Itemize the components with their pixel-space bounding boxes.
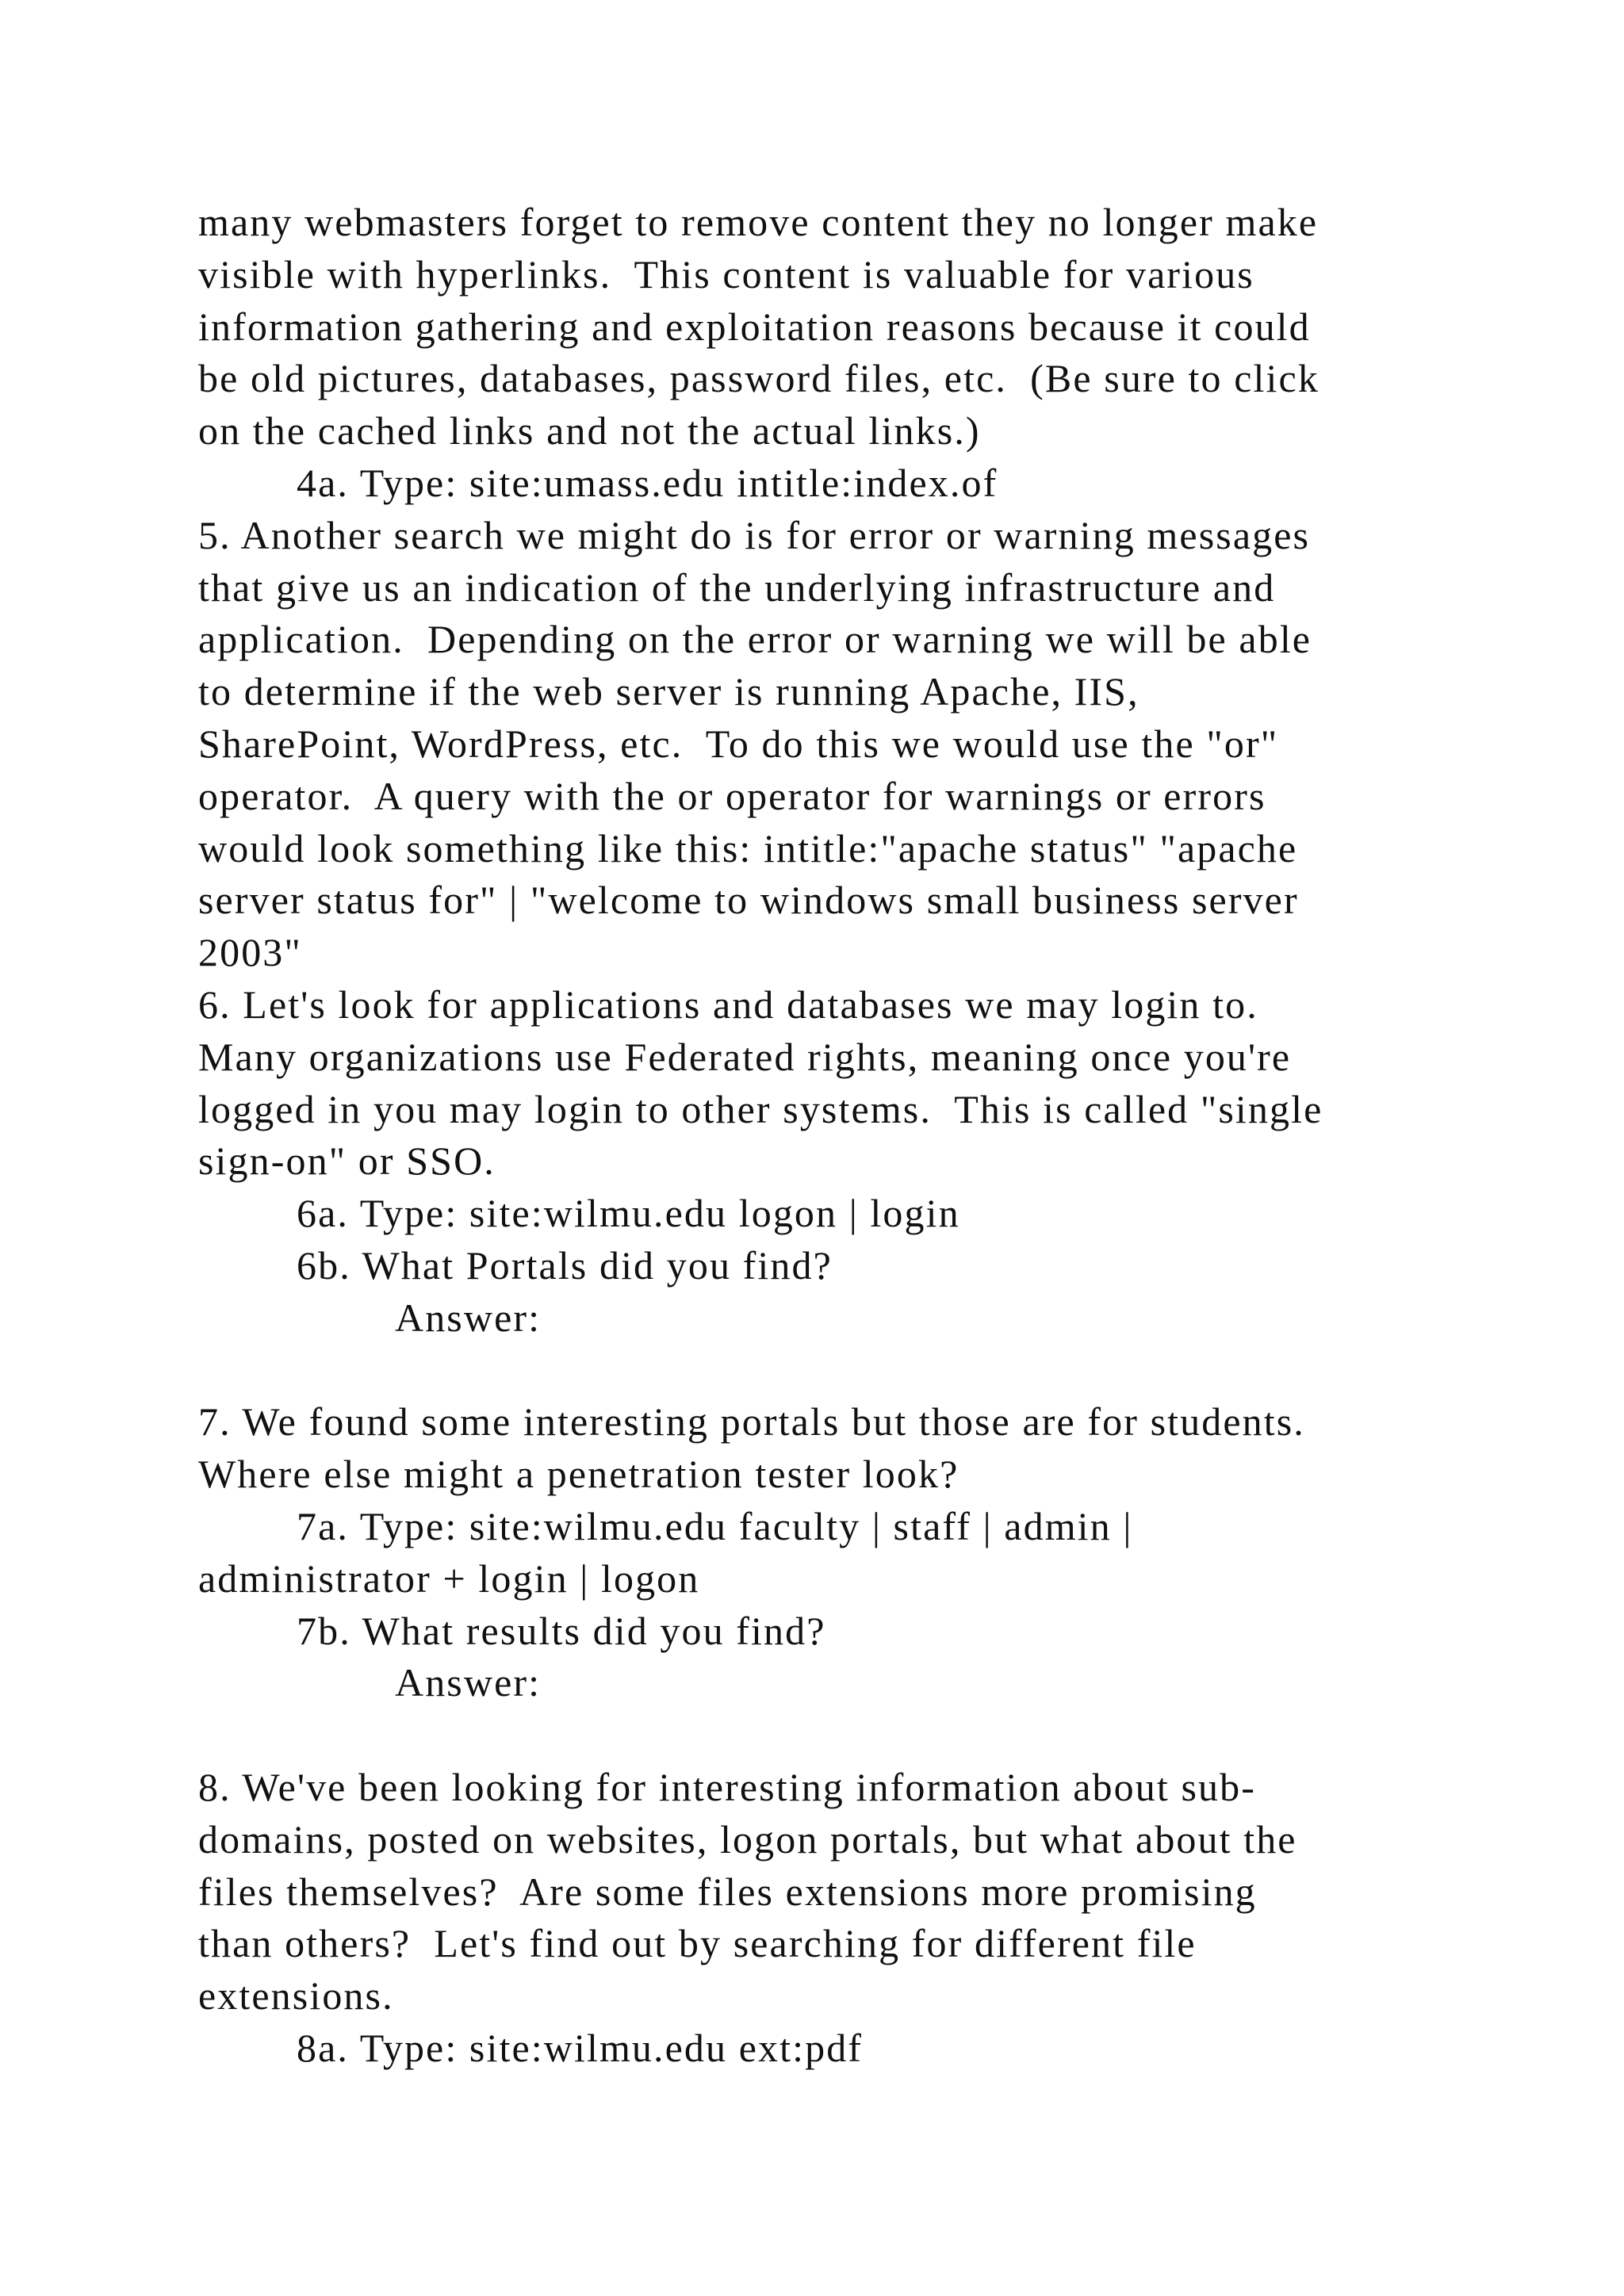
step-6-line: 6. Let's look for applications and databases we may login to.	[198, 982, 1258, 1027]
step-7a-line: 7a. Type: site:wilmu.edu faculty | staff | admin |	[297, 1503, 1133, 1548]
document-body	[198, 197, 1562, 2075]
text-line: would look something like this: intitle:"apache status" "apache	[198, 825, 1298, 871]
blank-line	[198, 1345, 1562, 1397]
text-line: be old pictures, databases, password files, etc. (Be sure to click	[198, 356, 1320, 401]
text-line: Where else might a penetration tester look?	[198, 1452, 959, 1497]
blank-line	[198, 1709, 1562, 1762]
text-line: 2003"	[198, 930, 302, 975]
text-line: operator. A query with the or operator for warnings or errors	[198, 773, 1266, 818]
text-line: many webmasters forget to remove content they no longer make	[198, 200, 1319, 244]
text-line: that give us an indication of the underlying infrastructure and	[198, 564, 1276, 610]
text-line: to determine if the web server is running Apache, IIS,	[198, 669, 1139, 714]
step-5-line: 5. Another search we might do is for error or warning messages	[198, 512, 1311, 557]
text-line: application. Depending on the error or warning we will be able	[198, 617, 1312, 662]
text-line: extensions.	[198, 1973, 394, 2019]
answer-label: Answer:	[395, 1660, 542, 1705]
step-7-line: 7. We found some interesting portals but those are for students.	[198, 1399, 1305, 1445]
text-line: visible with hyperlinks. This content is valuable for various	[198, 251, 1254, 297]
text-line: on the cached links and not the actual links.)	[198, 408, 981, 453]
step-8a-line: 8a. Type: site:wilmu.edu ext:pdf	[297, 2025, 864, 2070]
text-line: domains, posted on websites, logon portals, but what about the	[198, 1816, 1297, 1862]
text-line: files themselves? Are some files extensions more promising	[198, 1869, 1257, 1914]
text-line: SharePoint, WordPress, etc. To do this we would use the "or"	[198, 721, 1279, 766]
step-7b-line: 7b. What results did you find?	[297, 1608, 826, 1653]
answer-label: Answer:	[395, 1295, 542, 1340]
text-line: than others? Let's find out by searching for different file	[198, 1921, 1197, 1966]
step-8-line: 8. We've been looking for interesting information about sub-	[198, 1764, 1256, 1809]
text-line: Many organizations use Federated rights, meaning once you're	[198, 1034, 1292, 1079]
text-line: server status for" | "welcome to windows small business server	[198, 878, 1299, 923]
text-line: logged in you may login to other systems. This is called "single	[198, 1086, 1323, 1131]
step-4a-line: 4a. Type: site:umass.edu intitle:index.of	[297, 460, 998, 505]
text-line: information gathering and exploitation reasons because it could	[198, 304, 1311, 349]
text-line: administrator + login | logon	[198, 1556, 700, 1601]
step-6b-line: 6b. What Portals did you find?	[297, 1242, 833, 1288]
text-line: sign-on" or SSO.	[198, 1138, 496, 1184]
step-6a-line: 6a. Type: site:wilmu.edu logon | login	[297, 1191, 960, 1236]
